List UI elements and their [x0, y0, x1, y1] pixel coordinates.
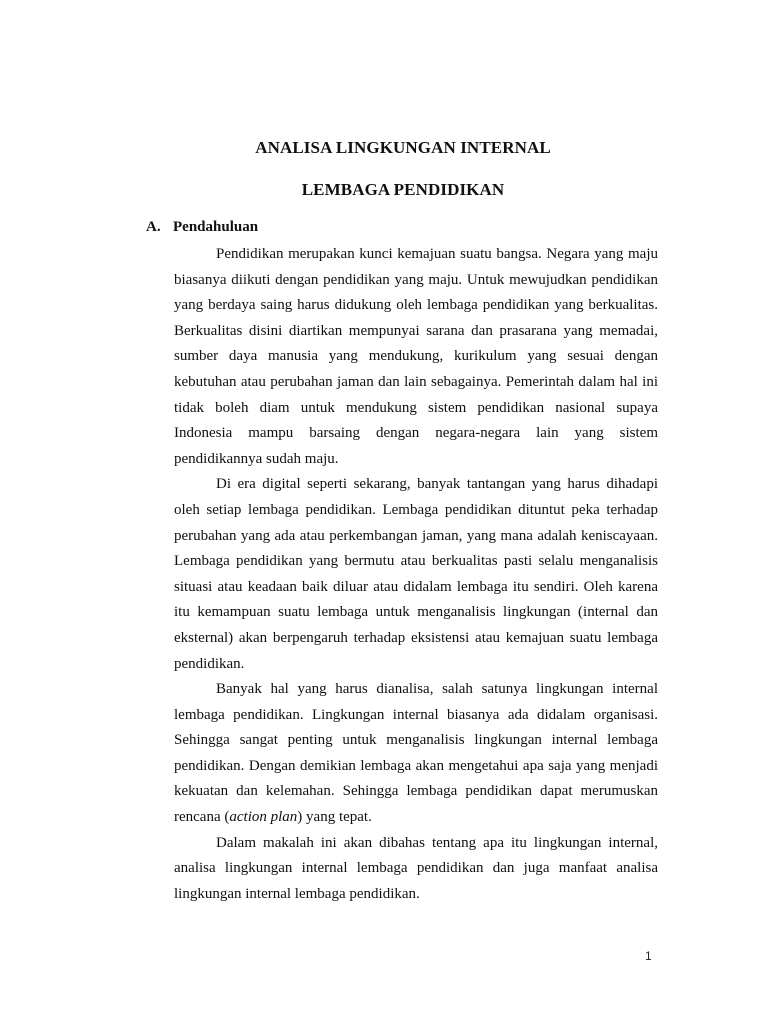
section-heading-text: Pendahuluan — [173, 219, 259, 235]
section-heading — [146, 219, 258, 236]
paragraph-4: Dalam makalah ini akan dibahas tentang apa itu lingkungan internal, analisa lingkungan internal lembaga pendidikan dan juga manfaat analisa lingkungan internal lembaga pendidikan. — [174, 834, 658, 902]
paragraph-3-text-before: Banyak hal yang harus dianalisa, salah satunya lingkungan internal lembaga pendidikan. Lingkungan internal biasanya ada didalam organisasi. Sehingga sangat penting untuk menganalisis lingkungan internal lembaga pendidikan. Dengan demikian lembaga akan mengetahui apa saja yang menjadi kekuatan dan kelemahan. Sehingga lembaga pendidikan dapat merumuskan rencana ( — [174, 681, 658, 826]
paragraph-2: Di era digital seperti sekarang, banyak tantangan yang harus dihadapi oleh setiap lembaga pendidikan. Lembaga pendidikan dituntut peka terhadap perubahan yang ada atau perkembangan jaman, yang mana adalah keniscayaan. Lembaga pendidikan yang bermutu atau berkualitas pasti selalu menganalisis situasi atau keadaan baik diluar atau didalam lembaga itu sendiri. Oleh karena itu kemampuan suatu lembaga untuk menganalisis lingkungan (internal dan eksternal) akan berpengaruh terhadap eksistensi atau kemajuan suatu lembaga pendidikan. — [174, 476, 658, 672]
document-title: ANALISA LINGKUNGAN INTERNAL — [255, 138, 551, 157]
page-number: 1 — [645, 949, 652, 963]
section-body — [174, 242, 658, 907]
document-subtitle: LEMBAGA PENDIDIKAN — [301, 180, 505, 199]
paragraph-3 — [174, 677, 658, 831]
paragraph-3-italic-term: action plan — [229, 809, 298, 826]
section-marker: A. — [146, 219, 161, 235]
paragraph-3-text-after: ) yang tepat. — [297, 809, 372, 826]
paragraph-1: Pendidikan merupakan kunci kemajuan suatu bangsa. Negara yang maju biasanya diikuti dengan pendidikan yang maju. Untuk mewujudkan pendidikan yang berdaya saing harus didukung oleh lembaga pendidikan yang berkualitas. Berkualitas disini diartikan mempunyai sarana dan prasarana yang memadai, sumber daya manusia yang mendukung, kurikulum yang sesuai dengan kebutuhan atau perubahan jaman dan lain sebagainya. Pemerintah dalam hal ini tidak boleh diam untuk mendukung sistem pendidikan nasional supaya Indonesia mampu barsaing dengan negara-negara lain yang sistem pendidikannya sudah maju. — [174, 246, 658, 467]
